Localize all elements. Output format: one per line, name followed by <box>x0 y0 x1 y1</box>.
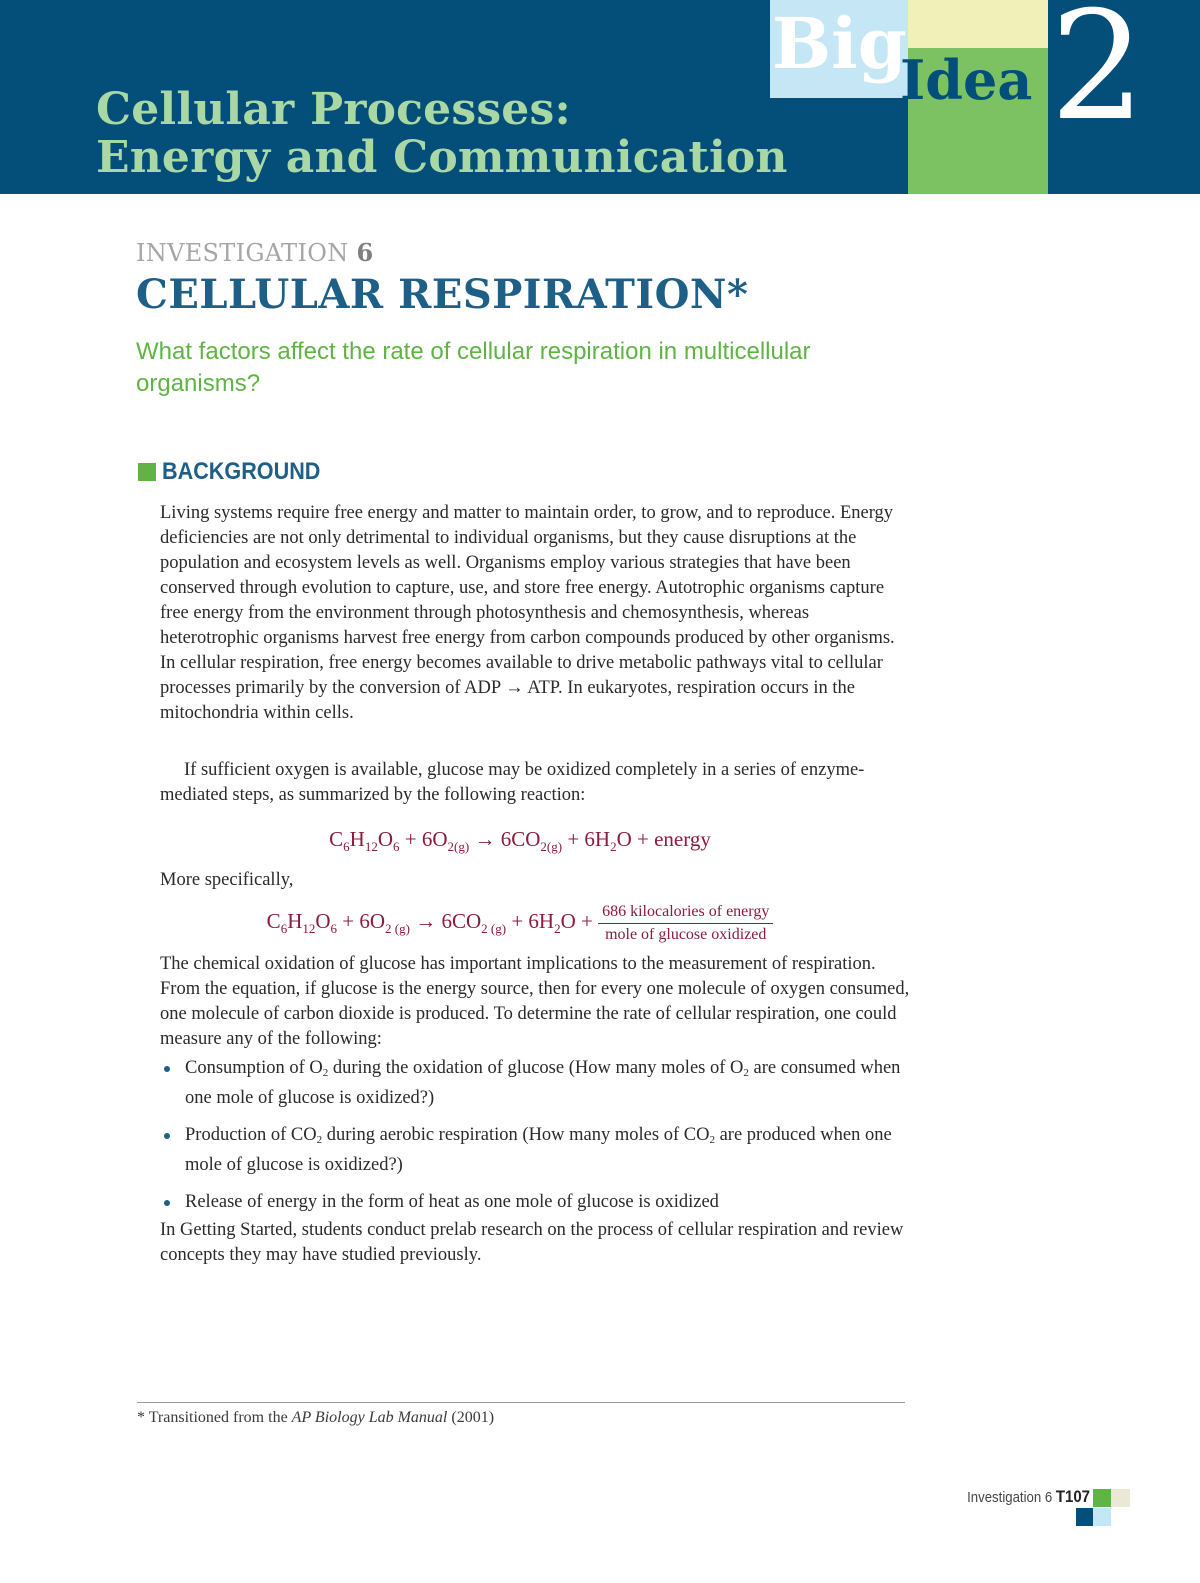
section-heading-background: BACKGROUND <box>162 458 321 485</box>
badge-idea-text: Idea <box>900 48 1033 112</box>
investigation-label <box>136 238 373 267</box>
investigation-label-text: INVESTIGATION <box>136 239 349 267</box>
chapter-title-line1: Cellular Processes: <box>96 84 571 135</box>
footnote-source: AP Biology Lab Manual <box>291 1409 448 1426</box>
folio-label: Investigation 6 <box>967 1489 1053 1506</box>
background-paragraph-2: If sufficient oxygen is available, glucose may be oxidized completely in a series of enzyme-mediated steps, as summarized by the following reaction: <box>160 760 865 805</box>
page-number: T107 <box>1055 1487 1090 1506</box>
page-folio <box>923 1486 1090 1509</box>
folio-square-lightblue <box>1093 1508 1111 1526</box>
title-asterisk: * <box>726 271 749 318</box>
footnote-divider <box>137 1402 905 1403</box>
energy-fraction <box>598 902 773 945</box>
folio-square-navy <box>1076 1508 1093 1526</box>
background-paragraph-1: Living systems require free energy and matter to maintain order, to grow, and to reproduce. Energy deficiencies are not only detrimental to individual organisms, but they cause disruptions at the population and ecosystem levels as well. Organisms employ various strategies that have been conserved through evolution to capture, use, and store free energy. Autotrophic organisms capture free energy from the environment through photosynthesis and chemosynthesis, whereas heterotrophic organisms harvest free energy from carbon compounds produced by other organisms. In cellular respiration, free energy becomes available to drive metabolic pathways vital to cellular processes primarily by the conversion of ADP → ATP. In eukaryotes, respiration occurs in the mitochondria within cells. <box>160 503 895 723</box>
fraction-numerator: 686 kilocalories of energy <box>598 902 773 924</box>
chapter-title <box>96 86 788 182</box>
guiding-question: What factors affect the rate of cellular respiration in multicellular organisms? <box>136 338 811 397</box>
background-paragraph-3: More specifically, <box>160 870 294 890</box>
chapter-title-line2: Energy and Communication <box>96 132 788 183</box>
respiration-equation-detailed: $C_6H_{12}O_6 + 6O_{2 (g)} \to 6CO_{2 (g)} + 6H_2O$ + $\frac{\text{686 kilocalories of energy}}{\text{mole of glucose oxidized}}$ <box>0 898 1040 952</box>
background-paragraph-4: The chemical oxidation of glucose has important implications to the measurement of respiration. From the equation, if glucose is the energy source, then for every one molecule of oxygen consumed, one molecule of carbon dioxide is produced. To determine the rate of cellular respiration, one could measure any of the following: <box>160 954 910 1049</box>
badge-big-text: Big <box>772 2 907 85</box>
list-item: Consumption of $O_2$ during the oxidation of glucose (How many moles of $O_2$ are consumed when one mole of glucose is oxidized?) <box>160 1056 910 1111</box>
measurement-list <box>160 1056 910 1227</box>
badge-idea-top-block <box>908 0 1048 48</box>
investigation-title <box>136 270 748 320</box>
list-item: Production of $CO_2$ during aerobic respiration (How many moles of $CO_2$ are produced when one mole of glucose is oxidized?) <box>160 1123 910 1178</box>
folio-square-beige <box>1111 1489 1130 1507</box>
section-bullet-icon <box>138 463 156 481</box>
respiration-equation: $C_6H_{12}O_6 + 6O_{2(g)} \to 6CO_{2(g)} + 6H_2O$ + energy <box>329 827 711 854</box>
header-banner <box>0 0 1200 194</box>
background-paragraph-5: In Getting Started, students conduct prelab research on the process of cellular respiration and review concepts they may have studied previously. <box>160 1220 904 1265</box>
badge-number: 2 <box>1050 0 1146 154</box>
investigation-number: 6 <box>356 238 374 267</box>
list-item: Release of energy in the form of heat as one mole of glucose is oxidized <box>160 1190 910 1215</box>
investigation-title-text: CELLULAR RESPIRATION <box>136 271 727 318</box>
folio-square-green <box>1093 1489 1111 1507</box>
fraction-denominator: mole of glucose oxidized <box>605 925 767 943</box>
footnote: * Transitioned from the AP Biology Lab Manual (2001) <box>137 1409 495 1426</box>
